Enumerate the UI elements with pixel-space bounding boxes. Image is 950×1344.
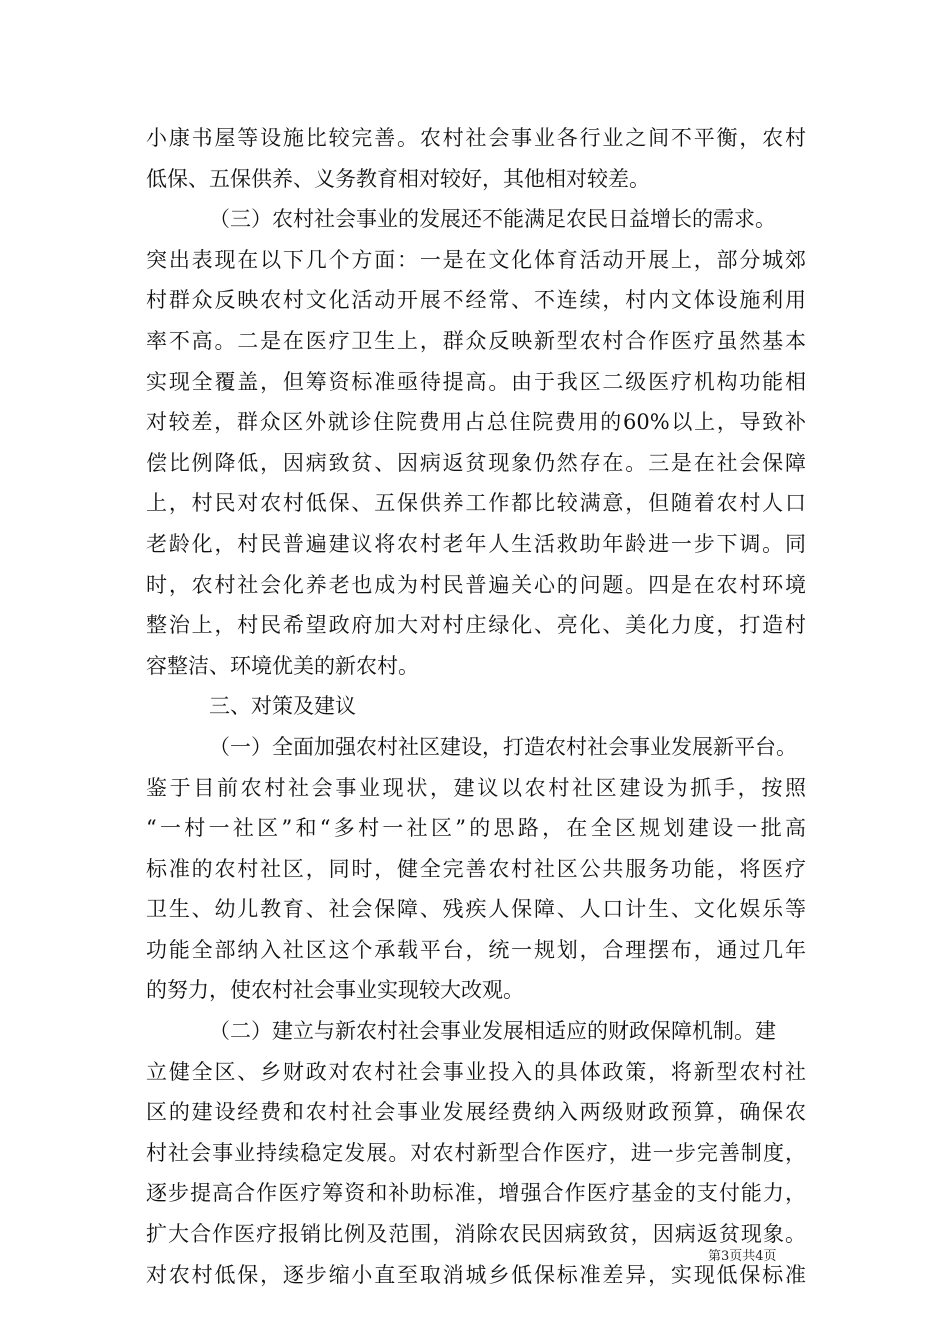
text-line: 老龄化，村民普遍建议将农村老年人生活救助年龄进一步下调。同 bbox=[146, 531, 806, 556]
text-line: 对较差，群众区外就诊住院费用占总住院费用的60%以上，导致补 bbox=[146, 410, 806, 435]
section-heading-2: （二）建立与新农村社会事业发展相适应的财政保障机制。建 bbox=[209, 1019, 776, 1044]
text-line: 功能全部纳入社区这个承载平台，统一规划，合理摆布，通过几年 bbox=[146, 937, 806, 962]
text-line: 村群众反映农村文化活动开展不经常、不连续，村内文体设施利用 bbox=[146, 288, 806, 313]
text-line: 对农村低保，逐步缩小直至取消城乡低保标准差异，实现低保标准 bbox=[146, 1262, 806, 1287]
text-line: 村社会事业持续稳定发展。对农村新型合作医疗，进一步完善制度， bbox=[146, 1140, 806, 1165]
text-line: 立健全区、乡财政对农村社会事业投入的具体政策，将新型农村社 bbox=[146, 1059, 806, 1084]
text-line: 鉴于目前农村社会事业现状，建议以农村社区建设为抓手，按照 bbox=[146, 775, 806, 800]
text-line: 区的建设经费和农村社会事业发展经费纳入两级财政预算，确保农 bbox=[146, 1100, 806, 1125]
text-line: 小康书屋等设施比较完善。农村社会事业各行业之间不平衡，农村 bbox=[146, 126, 806, 150]
document-body bbox=[146, 118, 806, 1295]
text-line: 时，农村社会化养老也成为村民普遍关心的问题。四是在农村环境 bbox=[146, 572, 806, 597]
section-heading-3: （三）农村社会事业的发展还不能满足农民日益增长的需求。 bbox=[209, 207, 776, 232]
text-line: 卫生、幼儿教育、社会保障、残疾人保障、人口计生、文化娱乐等 bbox=[146, 897, 806, 922]
chapter-heading: 三、对策及建议 bbox=[209, 694, 356, 719]
text-line: 率不高。二是在医疗卫生上，群众反映新型农村合作医疗虽然基本 bbox=[146, 328, 806, 353]
text-line: 突出表现在以下几个方面：一是在文化体育活动开展上，部分城郊 bbox=[146, 247, 806, 272]
text-line: 偿比例降低，因病致贫、因病返贫现象仍然存在。三是在社会保障 bbox=[146, 450, 806, 475]
text-line: 实现全覆盖，但筹资标准亟待提高。由于我区二级医疗机构功能相 bbox=[146, 369, 806, 394]
text-line: 低保、五保供养、义务教育相对较好，其他相对较差。 bbox=[146, 166, 650, 191]
text-line: 整治上，村民希望政府加大对村庄绿化、亮化、美化力度，打造村 bbox=[146, 613, 806, 638]
text-line: 标准的农村社区，同时，健全完善农村社区公共服务功能，将医疗 bbox=[146, 856, 806, 881]
text-line: “一村一社区”和“多村一社区”的思路，在全区规划建设一批高 bbox=[146, 816, 806, 841]
text-line: 的努力，使农村社会事业实现较大改观。 bbox=[146, 978, 524, 1003]
text-line: 上，村民对农村低保、五保供养工作都比较满意，但随着农村人口 bbox=[146, 491, 806, 516]
text-line: 逐步提高合作医疗筹资和补助标准，增强合作医疗基金的支付能力， bbox=[146, 1181, 806, 1206]
page-number: 第3页共4页 bbox=[708, 1249, 777, 1264]
section-heading-1: （一）全面加强农村社区建设，打造农村社会事业发展新平台。 bbox=[209, 734, 797, 759]
text-line: 扩大合作医疗报销比例及范围，消除农民因病致贫，因病返贫现象。 bbox=[146, 1222, 806, 1247]
text-line: 容整洁、环境优美的新农村。 bbox=[146, 653, 419, 678]
